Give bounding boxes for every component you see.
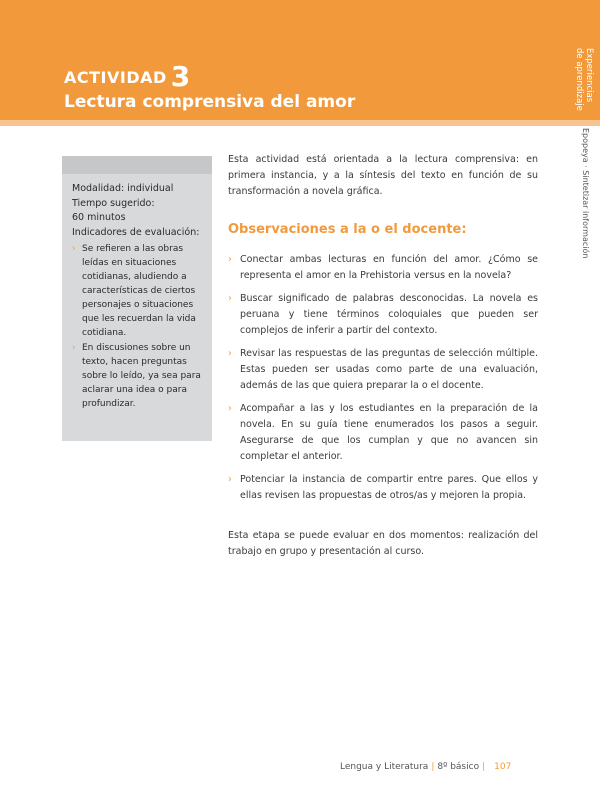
modalidad: Modalidad: individual: [72, 183, 174, 194]
indicadores-label: Indicadores de evaluación:: [72, 226, 200, 238]
page-number: 107: [494, 762, 512, 772]
indicator-text: En discusiones sobre un texto, hacen preguntas sobre lo leído, ya sea para aclarar una idea o para profundizar.: [82, 343, 201, 409]
observation-text: Conectar ambas lecturas en función del amor. ¿Cómo se representa el amor en la Prehistoria versus en la novela?: [240, 254, 538, 281]
header-divider: [0, 120, 600, 126]
bullet-icon: ›: [228, 403, 232, 414]
bullet-icon: ›: [228, 474, 232, 485]
footer-separator: |: [431, 762, 435, 772]
bullet-icon: ›: [72, 343, 76, 353]
activity-label-text: ACTIVIDAD: [64, 68, 167, 87]
footer-subject: Lengua y Literatura: [340, 762, 429, 772]
list-item: [72, 242, 204, 340]
tiempo-label: Tiempo sugerido:: [72, 197, 155, 209]
closing-paragraph: Esta etapa se puede evaluar en dos momentos: realización del trabajo en grupo y presentación al curso.: [228, 530, 538, 557]
observation-text: Acompañar a las y los estudiantes en la preparación de la novela. En su guía tiene enumerados los pasos a seguir. Asegurarse de que los cumplan y que no avancen sin completar el anterior.: [240, 403, 538, 462]
observation-text: Revisar las respuestas de las preguntas de selección múltiple. Estas pueden ser usadas como parte de una evaluación, además de las que quiera preparar la o el docente.: [240, 348, 538, 391]
observations-list: [228, 252, 538, 504]
bullet-icon: ›: [228, 293, 232, 304]
intro-paragraph: Esta actividad está orientada a la lectura comprensiva: en primera instancia, y a la síntesis del texto en función de su transformación a novela gráfica.: [228, 154, 538, 197]
info-box-strip: [62, 156, 212, 174]
section-side-label-line1: Experiencias: [584, 48, 594, 103]
section-side-label: [574, 48, 594, 111]
list-item: [228, 291, 538, 339]
footer-grade: 8º básico: [437, 762, 480, 772]
activity-label: [64, 60, 191, 93]
bullet-icon: ›: [228, 348, 232, 359]
bullet-icon: ›: [228, 254, 232, 265]
section-side-label-line2: de aprendizaje: [574, 48, 584, 111]
list-item: [228, 401, 538, 465]
observations-heading: Observaciones a la o el docente:: [228, 222, 467, 237]
bullet-icon: ›: [72, 244, 76, 254]
page-footer: [340, 762, 511, 772]
list-item: [228, 252, 538, 284]
footer-separator: |: [482, 762, 486, 772]
main-content: [228, 152, 538, 560]
indicator-text: Se refieren a las obras leídas en situaciones cotidianas, aludiendo a características de ciertos personajes o situaciones que les recuerdan la vida cotidiana.: [82, 244, 196, 338]
observation-text: Potenciar la instancia de compartir entre pares. Que ellos y ellas revisen las propuestas de otros/as y mejoren la propia.: [240, 474, 538, 501]
activity-info-box: [62, 156, 212, 441]
info-box-content: [72, 182, 204, 412]
list-item: [228, 346, 538, 394]
page-title: Lectura comprensiva del amor: [64, 92, 356, 112]
observation-text: Buscar significado de palabras desconocidas. La novela es peruana y tiene términos coloquiales que pueden ser complejos de inferir a partir del contexto.: [240, 293, 538, 336]
activity-number: 3: [170, 60, 191, 93]
section-side-subtitle: Epopeya · Sintetizar información: [581, 128, 590, 259]
list-item: [228, 472, 538, 504]
indicadores-list: [72, 242, 204, 411]
list-item: [72, 341, 204, 411]
tiempo-value: 60 minutos: [72, 212, 126, 223]
